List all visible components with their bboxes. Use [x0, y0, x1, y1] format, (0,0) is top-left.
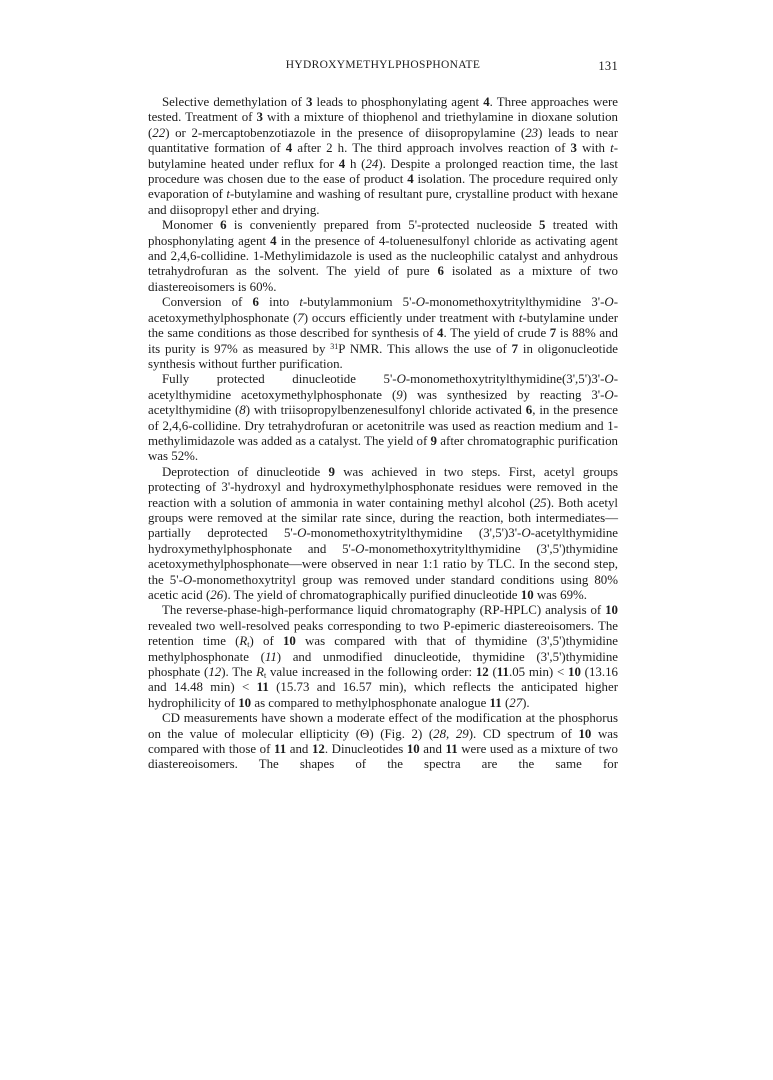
paragraph-monomer-preparation: Monomer 6 is conveniently prepared from 5'-protected nucleoside 5 treated with phosphonylating agent 4 in the presence of 4-toluenesulfonyl chloride as activating agent and 2,4,6-collidine. 1-Methylimidazole is used as the nucleophilic catalyst and anhydrous tetrahydrofuran as the solvent. The yield of pure 6 isolated as a mixture of two diastereoisomers is 60%.: [148, 218, 619, 294]
paragraph-deprotection: Deprotection of dinucleotide 9 was achieved in two steps. First, acetyl groups protecting of 3'-hydroxyl and hydroxymethylphosphonate residues were removed in the reaction with a solution of ammonia in water containing methyl alcohol (25). Both acetyl groups were removed at the similar rate since, during the reaction, both intermediates—partially deprotected 5'-O-monomethoxytritylthymidine (3',5')3'-O-acetylthymidine hydroxymethylphosphonate and 5'-O-monomethoxytritylthymidine (3',5')thymidine acetoxymethylphosphonate—were observed in near 1:1 ratio by TLC. In the second step, the 5'-O-monomethoxytrityl group was removed under standard conditions using 80% acetic acid (26). The yield of chromatographically purified dinucleotide 10 was 69%.: [148, 464, 618, 602]
paragraph-demethylation: Selective demethylation of 3 leads to phosphonylating agent 4. Three approaches were tested. Treatment of 3 with a mixture of thiophenol and triethylamine in dioxane solution (22) or 2-mercaptobenzotiazole in the presence of diisopropylamine (23) leads to near quantitative formation of 4 after 2 h. The third approach involves reaction of 3 with t-butylamine heated under reflux for 4 h (24). Despite a prolonged reaction time, the last procedure was chosen due to the ease of product 4 isolation. The procedure required only evaporation of t-butylamine and washing of resultant pure, crystalline product with hexane and diisopropyl ether and drying.: [148, 95, 619, 217]
running-title: HYDROXYMETHYLPHOSPHONATE: [285, 59, 481, 71]
paragraph-cd-measurements: CD measurements have shown a moderate effect of the modification at the phosphorus on the value of molecular ellipticity (Θ) (Fig. 2) (28, 29). CD spectrum of 10 was compared with those of 11 and 12. Dinucleotides 10 and 11 were used as a mixture of two diastereoisomers. The shapes of the spectra are the same for: [148, 711, 619, 772]
running-header: [148, 59, 618, 75]
page-number: 131: [598, 59, 618, 73]
paragraph-rp-hplc: The reverse-phase-high-performance liquid chromatography (RP-HPLC) analysis of 10 revealed two well-resolved peaks corresponding to two P-epimeric diastereoisomers. The retention time $(R_t)$ of 10 was compared with that of thymidine (3',5')thymidine methylphosphonate (11) and unmodified dinucleotide, thymidine (3',5')thymidine phosphate (12). The $R_t$ value increased in the following order: 12 (11.05 min) < 10 (13.16 and 14.48 min) < 11 (15.73 and 16.57 min), which reflects the anticipated higher hydrophilicity of 10 as compared to methylphosphonate analogue 11 (27).: [148, 603, 619, 710]
body-text: [148, 95, 618, 773]
paragraph-dinucleotide-synthesis: Fully protected dinucleotide 5'-O-monomethoxytritylthymidine(3',5')3'-O-acetylthymidine acetoxymethylphosphonate (9) was synthesized by reacting 3'-O-acetylthymidine (8) with triisopropylbenzenesulfonyl chloride activated 6, in the presence of 2,4,6-collidine. Dry tetrahydrofuran or acetonitrile was used as reaction medium and 1-methylimidazole was added as a catalyst. The yield of 9 after chromatographic purification was 52%.: [148, 372, 619, 464]
paragraph-conversion: Conversion of 6 into t-butylammonium 5'-O-monomethoxytritylthymidine 3'-O-acetoxymethylphosphonate (7) occurs efficiently under treatment with t-butylamine under the same conditions as those described for synthesis of 4. The yield of crude 7 is 88% and its purity is 97% as measured by $^{31}$P NMR. This allows the use of 7 in oligonucleotide synthesis without further purification.: [148, 295, 618, 371]
